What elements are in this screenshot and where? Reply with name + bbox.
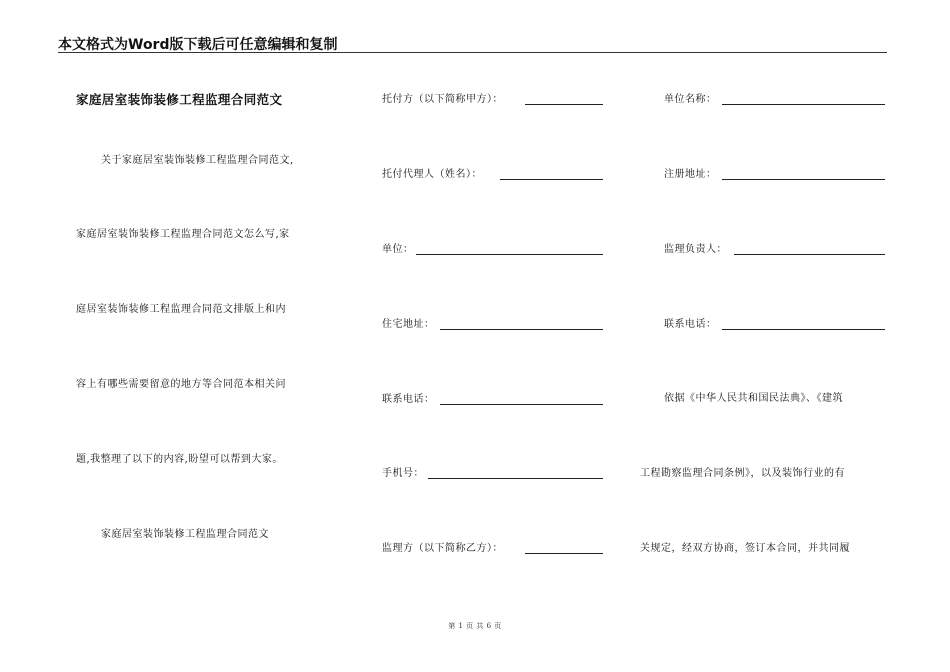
supervisor-party-field-blank[interactable] (525, 553, 603, 554)
company-name-field-blank[interactable] (722, 104, 885, 105)
paragraph-line: 容上有哪些需要留意的地方等合同范本相关问 (76, 379, 286, 390)
document-title: 家庭居室装饰装修工程监理合同范文 (76, 92, 283, 107)
client-field-label: 托付方（以下简称甲方）： (382, 94, 503, 105)
phone-field-blank[interactable] (440, 404, 603, 405)
registered-address-field-blank[interactable] (722, 179, 885, 180)
paragraph-line: 关于家庭居室装饰装修工程监理合同范文, (101, 155, 294, 166)
mobile-field-blank[interactable] (428, 478, 603, 479)
paragraph-line: 题,我整理了以下的内容,盼望可以帮到大家。 (76, 454, 283, 465)
header-divider (58, 52, 887, 53)
supervisor-party-field-label: 监理方（以下简称乙方）： (382, 543, 503, 554)
client-field-blank[interactable] (525, 104, 603, 105)
client-agent-field-label: 托付代理人（姓名）： (382, 169, 482, 180)
supervisor-manager-field-blank[interactable] (734, 254, 885, 255)
paragraph-line: 依据《中华人民共和国民法典》、《建筑 (664, 393, 843, 404)
company-name-field-label: 单位名称： (664, 94, 717, 105)
contact-phone-field-blank[interactable] (722, 329, 885, 330)
supervisor-manager-field-label: 监理负责人： (664, 244, 727, 255)
contact-phone-field-label: 联系电话： (664, 319, 717, 330)
home-address-field-label: 住宅地址： (382, 319, 435, 330)
home-address-field-blank[interactable] (440, 329, 603, 330)
paragraph-line: 家庭居室装饰装修工程监理合同范文怎么写,家 (76, 229, 290, 240)
document-banner: 本文格式为Word版下载后可任意编辑和复制 (58, 37, 338, 53)
mobile-field-label: 手机号： (382, 468, 424, 479)
unit-field-label: 单位： (382, 244, 414, 255)
paragraph-line: 工程勘察监理合同条例》，以及装饰行业的有 (640, 468, 845, 479)
paragraph-line: 家庭居室装饰装修工程监理合同范文 (101, 529, 269, 540)
unit-field-blank[interactable] (416, 254, 603, 255)
registered-address-field-label: 注册地址： (664, 169, 717, 180)
paragraph-line: 庭居室装饰装修工程监理合同范文排版上和内 (76, 304, 286, 315)
page-number: 第 1 页 共 6 页 (448, 622, 502, 630)
client-agent-field-blank[interactable] (500, 179, 603, 180)
paragraph-line: 关规定，经双方协商，签订本合同，并共同履 (640, 543, 850, 554)
phone-field-label: 联系电话： (382, 394, 435, 405)
